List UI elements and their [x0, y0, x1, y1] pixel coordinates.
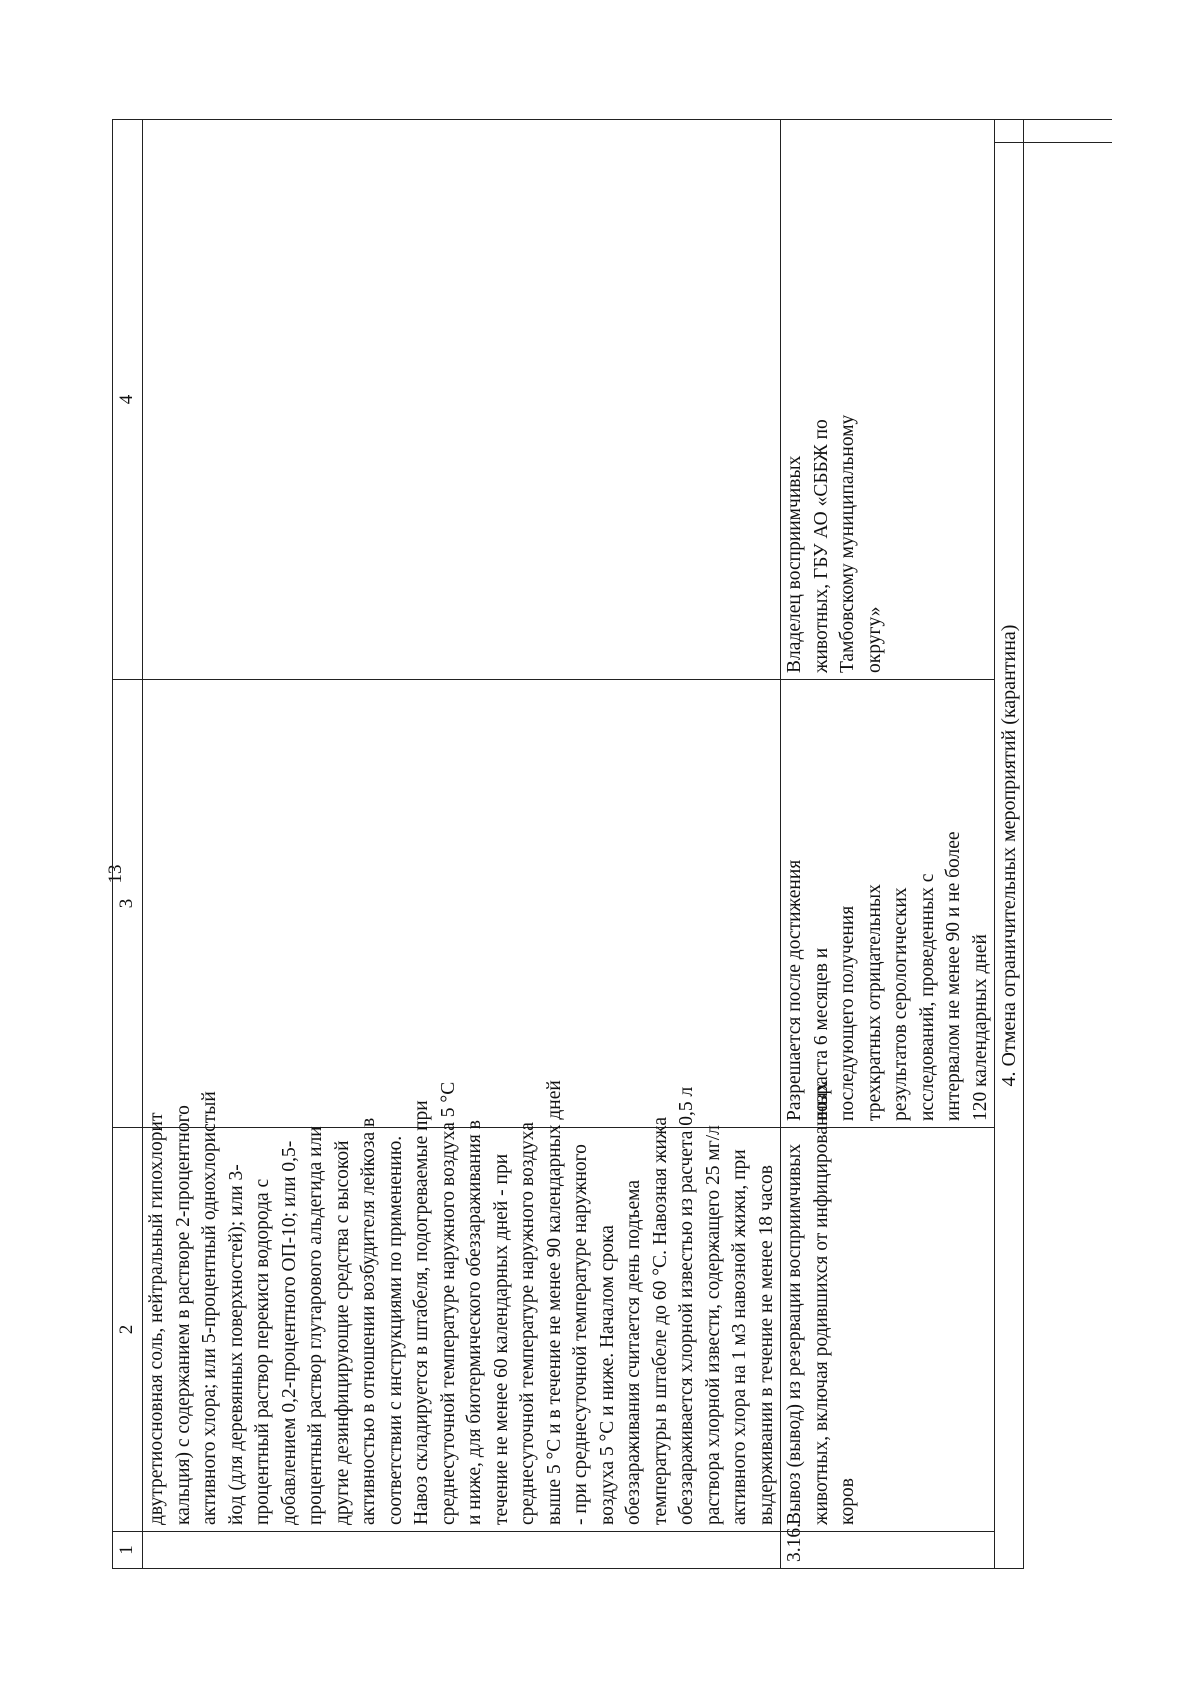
- section-title: 4. Отмена ограничительных мероприятий (карантина): [995, 143, 1024, 1569]
- text-line: среднесуточной температуре наружного воздуха 5 °С: [437, 1081, 459, 1525]
- text-line: двутретиосновная соль, нейтральный гипохлорит: [146, 1112, 167, 1525]
- text-line: и ниже, для биотермического обеззараживания в: [464, 1120, 485, 1525]
- text-line: Тамбовскому муниципальному: [837, 414, 858, 673]
- text-line: коров: [837, 1478, 858, 1525]
- rotated-table-container: [112, 120, 1117, 1569]
- text-line: среднесуточной температуре наружного воздуха: [517, 1122, 538, 1525]
- text-line: температуры в штабеле до 60 °С. Навозная жижа: [649, 1116, 671, 1525]
- text-line: воздуха 5 °С и ниже. Началом срока: [596, 1225, 618, 1525]
- section-heading-row: [995, 120, 1024, 1569]
- text-line: Владелец восприимчивых: [784, 455, 805, 673]
- table-row-continuation: [143, 120, 781, 1569]
- text-line: - при среднесуточной температуре наружного: [570, 1144, 591, 1525]
- text-line: исследований, проведенных с: [916, 873, 938, 1121]
- text-line: процентный раствор перекиси водорода с: [252, 1178, 273, 1525]
- row-number-cell: [143, 1532, 781, 1569]
- text-line: трехкратных отрицательных: [863, 884, 885, 1121]
- text-line: выдерживании в течение не менее 18 часов: [755, 1165, 777, 1525]
- text-line: животных, включая родившихся от инфицированных: [810, 1082, 832, 1525]
- header-col-2: 2: [113, 1128, 143, 1532]
- section-tail-cell: [995, 120, 1024, 143]
- text-line: последующего получения: [837, 905, 858, 1121]
- text-line: другие дезинфицирующие средства с высокой: [331, 1140, 353, 1525]
- row-number-cell: 3.16.: [781, 1532, 995, 1569]
- timing-cell: [781, 680, 995, 1128]
- header-col-4: 4: [113, 120, 143, 680]
- spacer-cell: [1023, 143, 1112, 1569]
- text-line: выше 5 °С и в течение не менее 90 календарных дней: [543, 1080, 565, 1525]
- text-line: Навоз складируется в штабеля, подогреваемые при: [411, 1100, 432, 1525]
- measure-description-cell: [781, 1082, 995, 1532]
- table-header-row: [113, 120, 143, 1569]
- text-line: животных, ГБУ АО «СББЖ по: [810, 419, 832, 673]
- section-spacer-row: [1023, 120, 1112, 1569]
- text-line: соответствии с инструкциями по применению.: [384, 1135, 406, 1525]
- text-line: кальция) с содержанием в растворе 2-процентного: [172, 1105, 194, 1525]
- text-line: процентный раствор глутарового альдегида или: [305, 1126, 326, 1525]
- responsible-cell: [781, 120, 995, 680]
- text-line: добавлением 0,2-процентного ОП-10; или 0,5-: [278, 1140, 300, 1525]
- spacer-tail-cell: [1023, 120, 1112, 143]
- header-col-1: 1: [113, 1532, 143, 1569]
- text-line: Разрешается после достижения: [784, 859, 805, 1121]
- text-line: 120 календарных дней: [969, 934, 991, 1121]
- measures-table: [112, 119, 1112, 1569]
- page-number: 13: [105, 864, 126, 884]
- text-line: возраста 6 месяцев и: [810, 947, 832, 1121]
- text-line: обеззараживания считается день подъема: [623, 1179, 644, 1525]
- text-line: активностью в отношении возбудителя лейкоза в: [358, 1117, 379, 1525]
- text-line: округу»: [863, 606, 885, 673]
- text-line: раствора хлорной извести, содержащего 25 мг/л: [702, 1125, 724, 1525]
- measure-description-cell: [143, 1080, 781, 1532]
- header-col-3: 3: [113, 680, 143, 1128]
- text-line: интервалом не менее 90 и не более: [943, 831, 964, 1121]
- text-line: обеззараживается хлорной известью из расчета 0,5 л: [676, 1086, 697, 1525]
- timing-cell: [143, 680, 781, 1128]
- text-line: Вывоз (вывод) из резервации восприимчивых: [784, 1143, 805, 1525]
- text-line: йод (для деревянных поверхностей); или 3-: [225, 1164, 247, 1525]
- text-line: результатов серологических: [890, 887, 911, 1121]
- text-line: активного хлора на 1 м3 навозной жижи, при: [729, 1149, 750, 1525]
- responsible-cell: [143, 120, 781, 680]
- text-line: активного хлора; или 5-процентный однохлористый: [199, 1091, 220, 1525]
- table-row-3-16: [781, 120, 995, 1569]
- text-line: течение не менее 60 календарных дней - при: [490, 1153, 512, 1525]
